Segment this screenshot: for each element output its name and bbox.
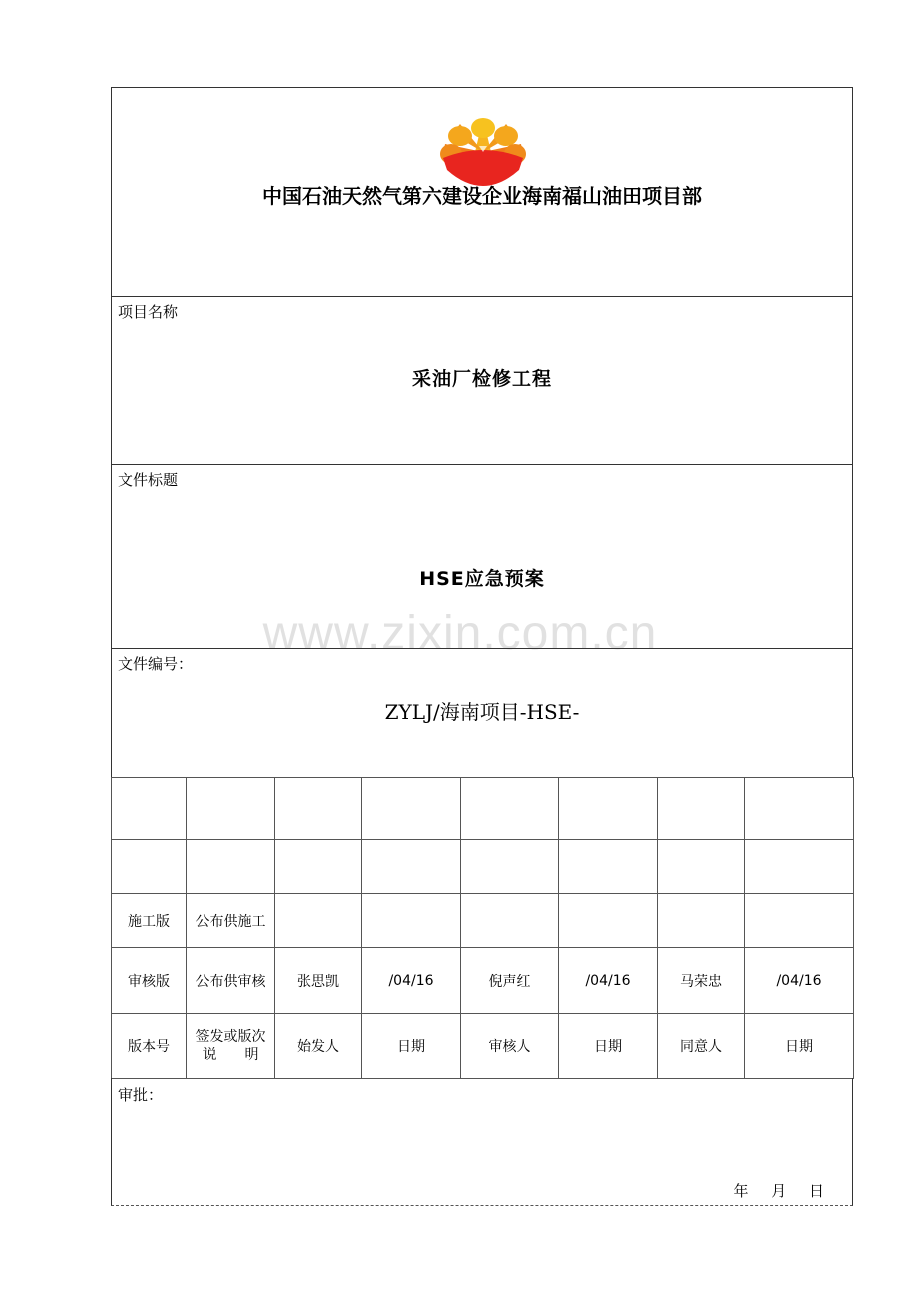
table-cell — [461, 840, 559, 894]
table-cell — [461, 778, 559, 840]
table-cell — [362, 840, 461, 894]
table-cell: 版本号 — [112, 1014, 187, 1079]
table-cell — [461, 894, 559, 948]
table-cell — [187, 840, 275, 894]
table-cell — [275, 840, 362, 894]
table-cell — [745, 840, 854, 894]
table-cell — [658, 840, 745, 894]
table-cell: /04/16 — [745, 948, 854, 1014]
revision-table — [111, 777, 854, 1079]
table-cell — [745, 894, 854, 948]
project-name-value: 采油厂检修工程 — [411, 368, 552, 390]
table-cell: 审核人 — [461, 1014, 559, 1079]
table-cell — [658, 894, 745, 948]
table-cell — [745, 778, 854, 840]
table-cell: 公布供审核 — [187, 948, 275, 1014]
table-cell — [112, 840, 187, 894]
doc-title-label: 文件标题 — [118, 471, 179, 489]
table-cell: 始发人 — [275, 1014, 362, 1079]
watermark: www.zixin.com.cn — [262, 607, 658, 660]
approval-section — [111, 1078, 853, 1206]
table-cell — [187, 778, 275, 840]
table-cell: /04/16 — [559, 948, 658, 1014]
table-cell: 施工版 — [112, 894, 187, 948]
table-row-construction — [112, 894, 854, 948]
table-cell: 日期 — [362, 1014, 461, 1079]
doc-title-value: HSE应急预案 — [419, 568, 545, 590]
project-section — [111, 296, 853, 465]
table-cell: 日期 — [559, 1014, 658, 1079]
table-row-empty-1 — [112, 778, 854, 840]
petrochina-logo-icon — [439, 112, 527, 188]
doc-number-label: 文件编号： — [118, 655, 194, 673]
table-cell: 日期 — [745, 1014, 854, 1079]
table-cell — [559, 778, 658, 840]
table-cell — [559, 894, 658, 948]
table-row-empty-2 — [112, 840, 854, 894]
table-row-review — [112, 948, 854, 1014]
approval-date-line: 年 月 日 — [733, 1182, 824, 1200]
table-cell: 审核版 — [112, 948, 187, 1014]
doc-number-value: ZYLJ/海南项目-HSE- — [384, 700, 580, 724]
table-cell: 签发或版次 说 明 — [187, 1014, 275, 1079]
doc-number-section — [111, 648, 853, 778]
company-name: 中国石油天然气第六建设企业海南福山油田项目部 — [262, 184, 702, 208]
table-cell: 马荣忠 — [658, 948, 745, 1014]
table-cell — [658, 778, 745, 840]
project-name-label: 项目名称 — [118, 303, 179, 321]
table-cell: 同意人 — [658, 1014, 745, 1079]
table-cell — [559, 840, 658, 894]
table-cell — [275, 894, 362, 948]
table-cell: 张思凯 — [275, 948, 362, 1014]
table-cell: 倪声红 — [461, 948, 559, 1014]
table-cell: 公布供施工 — [187, 894, 275, 948]
table-cell — [275, 778, 362, 840]
approval-label: 审批： — [118, 1086, 164, 1104]
table-cell — [112, 778, 187, 840]
table-header-row — [112, 1014, 854, 1079]
table-cell — [362, 894, 461, 948]
header-section — [111, 87, 853, 297]
table-cell: /04/16 — [362, 948, 461, 1014]
table-cell — [362, 778, 461, 840]
